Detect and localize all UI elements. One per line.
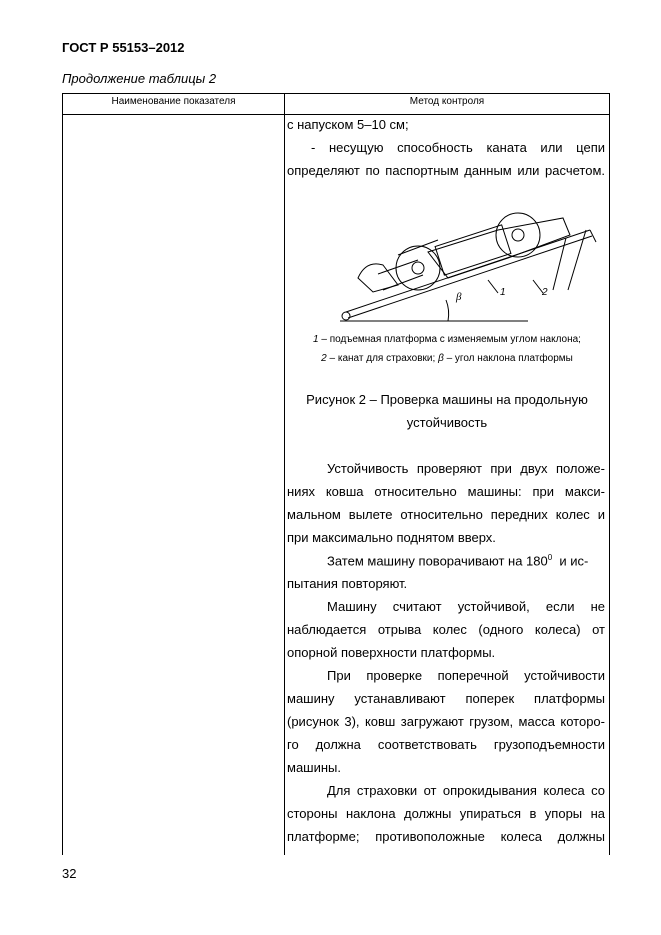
figure-legend-1 (287, 334, 607, 345)
label-beta: β (456, 291, 462, 303)
document-header: ГОСТ Р 55153–2012 (62, 40, 185, 55)
text-line: стороны наклона должны упираться в упоры на (287, 806, 605, 821)
column-divider (284, 94, 285, 855)
machine-body (428, 218, 570, 278)
legend-text: – канат для страховки; (326, 353, 439, 364)
text-line: пытания повторяют. (287, 576, 408, 591)
legend-text: – подъемная платформа с изменяемым углом наклона; (318, 334, 581, 345)
legend-number: 2 (321, 353, 327, 364)
hinge (342, 312, 350, 320)
label-1: 1 (500, 287, 506, 298)
legend-number: 1 (313, 334, 319, 345)
leader-line (488, 280, 498, 293)
figure-legend-2 (287, 353, 607, 364)
support-strut (568, 230, 586, 290)
text-line: определяют по паспортным данным или расчетом. (287, 163, 605, 178)
text-line: наблюдается отрыва колес (одного колеса) от (287, 622, 605, 637)
front-wheel-hub (412, 262, 424, 274)
column-header-method: Метод контроля (409, 96, 485, 107)
platform-lower-edge (348, 236, 592, 318)
safety-rope (553, 238, 566, 290)
text-line: ниях ковша относительно машины: при макси- (287, 484, 605, 499)
degree-mark: 0 (547, 553, 553, 562)
text-fragment: и ис- (552, 553, 589, 569)
legend-beta: β (438, 353, 444, 364)
text-line: мальном вылете относительно передних колес и (287, 507, 605, 522)
text-line: при максимально поднятом вверх. (287, 530, 496, 545)
text-line: Устойчивость проверяют при двух положе- (327, 461, 605, 476)
text-line: с напуском 5–10 см; (287, 117, 409, 132)
column-header-name: Наименование показателя (111, 96, 236, 107)
rear-wheel-hub (512, 229, 524, 241)
text-line: При проверке поперечной устойчивости (327, 668, 605, 683)
table-caption: Продолжение таблицы 2 (62, 71, 217, 86)
front-wheel (396, 246, 440, 290)
page-number: 32 (62, 866, 77, 881)
text-line: (рисунок 3), ковш загружают грузом, масса которо- (287, 714, 605, 729)
text-line (287, 553, 605, 568)
text-line: опорной поверхности платформы. (287, 645, 496, 660)
header-rule (63, 114, 609, 115)
cylinder (398, 240, 438, 255)
label-2: 2 (542, 287, 548, 298)
text-line: - несущую способность каната или цепи (311, 140, 605, 155)
bucket (358, 264, 398, 292)
angle-arc (446, 300, 449, 321)
figure-caption: Рисунок 2 – Проверка машины на продольную (306, 392, 588, 407)
rear-wheel (496, 213, 540, 257)
text-line: платформе; противоположные колеса должны (287, 829, 605, 844)
figure-caption: устойчивость (406, 415, 488, 430)
text-line: Машину считают устойчивой, если не (327, 599, 605, 614)
text-line: машины. (287, 760, 341, 775)
text-line: машину устанавливают поперек платформы (287, 691, 605, 706)
text-line: го должна соответствовать грузоподъемности (287, 737, 605, 752)
text-fragment: Затем машину поворачивают на 180 (327, 553, 548, 569)
platform-figure (338, 190, 598, 325)
legend-text: – угол наклона платформы (443, 353, 573, 364)
text-line: Для страховки от опрокидывания колеса со (327, 783, 605, 798)
